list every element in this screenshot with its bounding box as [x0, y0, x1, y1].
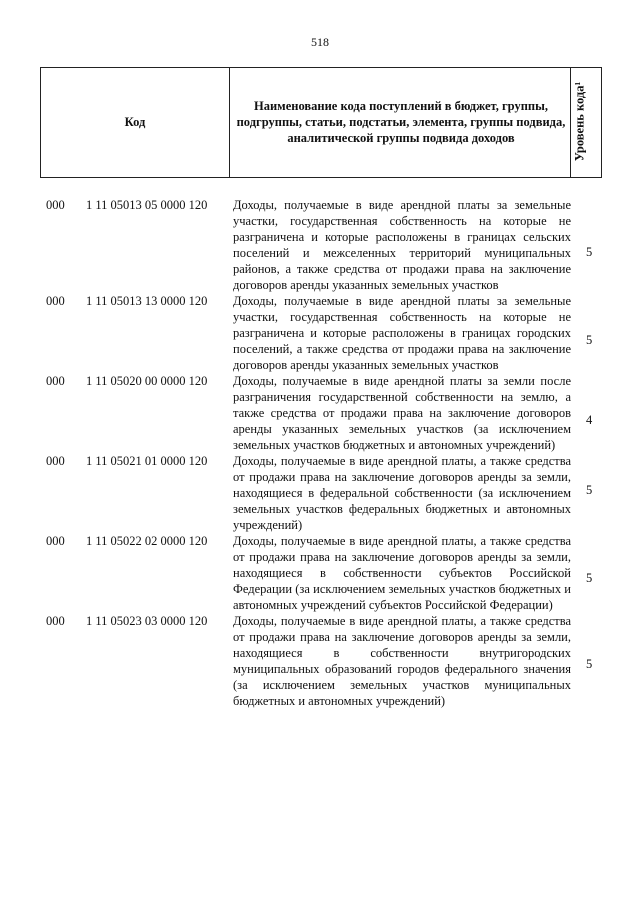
row-level: 5	[586, 571, 593, 585]
row-name: Доходы, получаемые в виде арендной платы, а также средства от продажи права на заключение договоров аренды за земли, находящиеся в федеральной собственности (за исключением земельных участков федеральных бюджетных и автономных учреждений)	[233, 454, 571, 532]
table-header	[40, 67, 602, 178]
row-level: 5	[586, 483, 593, 497]
row-budget-code: 1 11 05020 00 0000 120	[86, 374, 208, 388]
table-row	[0, 613, 640, 709]
row-budget-code: 1 11 05022 02 0000 120	[86, 534, 208, 548]
table-body	[0, 197, 640, 709]
table-row	[0, 453, 640, 533]
row-name: Доходы, получаемые в виде арендной платы, а также средства от продажи права на заключение договоров аренды за земли, находящиеся в собственности субъектов Российской Федерации (за исключением земельных участков бюджетных и автономных учреждений субъектов Российской Федерации)	[233, 534, 571, 612]
row-name: Доходы, получаемые в виде арендной платы за земельные участки, государственная собственность на которые не разграничена и которые расположены в границах городских поселений, а также средства от продажи права на заключение договоров аренды указанных земельных участков	[233, 294, 571, 372]
row-admin-code: 000	[46, 614, 65, 628]
row-level: 5	[586, 245, 593, 259]
row-name: Доходы, получаемые в виде арендной платы за земельные участки, государственная собственность на которые не разграничена и которые расположены в границах сельских поселений и межселенных территорий муниципальных районов, а также средства от продажи права на заключение договоров аренды указанных земельных участков	[233, 198, 571, 292]
header-name: Наименование кода поступлений в бюджет, группы, подгруппы, статьи, подстатьи, элемента, группы подвида, аналитической группы подвида доходов	[236, 99, 566, 145]
row-admin-code: 000	[46, 294, 65, 308]
row-level: 5	[586, 333, 593, 347]
header-code-cell	[41, 68, 230, 177]
header-level-cell	[571, 68, 601, 177]
row-admin-code: 000	[46, 374, 65, 388]
row-budget-code: 1 11 05013 05 0000 120	[86, 198, 208, 212]
row-admin-code: 000	[46, 534, 65, 548]
row-level: 4	[586, 413, 593, 427]
table-row	[0, 197, 640, 293]
row-name: Доходы, получаемые в виде арендной платы за земли после разграничения государственной собственности на землю, а также средства от продажи права на заключение договоров аренды указанных земельных участков (за исключением земельных участков бюджетных и автономных учреждений)	[233, 374, 571, 452]
header-level: Уровень кода¹	[572, 81, 587, 162]
row-budget-code: 1 11 05021 01 0000 120	[86, 454, 208, 468]
row-admin-code: 000	[46, 198, 65, 212]
row-budget-code: 1 11 05013 13 0000 120	[86, 294, 208, 308]
page-number: 518	[311, 35, 329, 49]
row-budget-code: 1 11 05023 03 0000 120	[86, 614, 208, 628]
header-code: Код	[124, 115, 146, 129]
row-name: Доходы, получаемые в виде арендной платы, а также средства от продажи права на заключение договоров аренды за земли, находящиеся в собственности внутригородских муниципальных образований городов федерального значения (за исключением земельных участков муниципальных бюджетных и автономных учреждений)	[233, 614, 571, 708]
row-admin-code: 000	[46, 454, 65, 468]
table-row	[0, 533, 640, 613]
table-row	[0, 373, 640, 453]
row-level: 5	[586, 657, 593, 671]
header-name-cell	[230, 68, 571, 177]
table-row	[0, 293, 640, 373]
